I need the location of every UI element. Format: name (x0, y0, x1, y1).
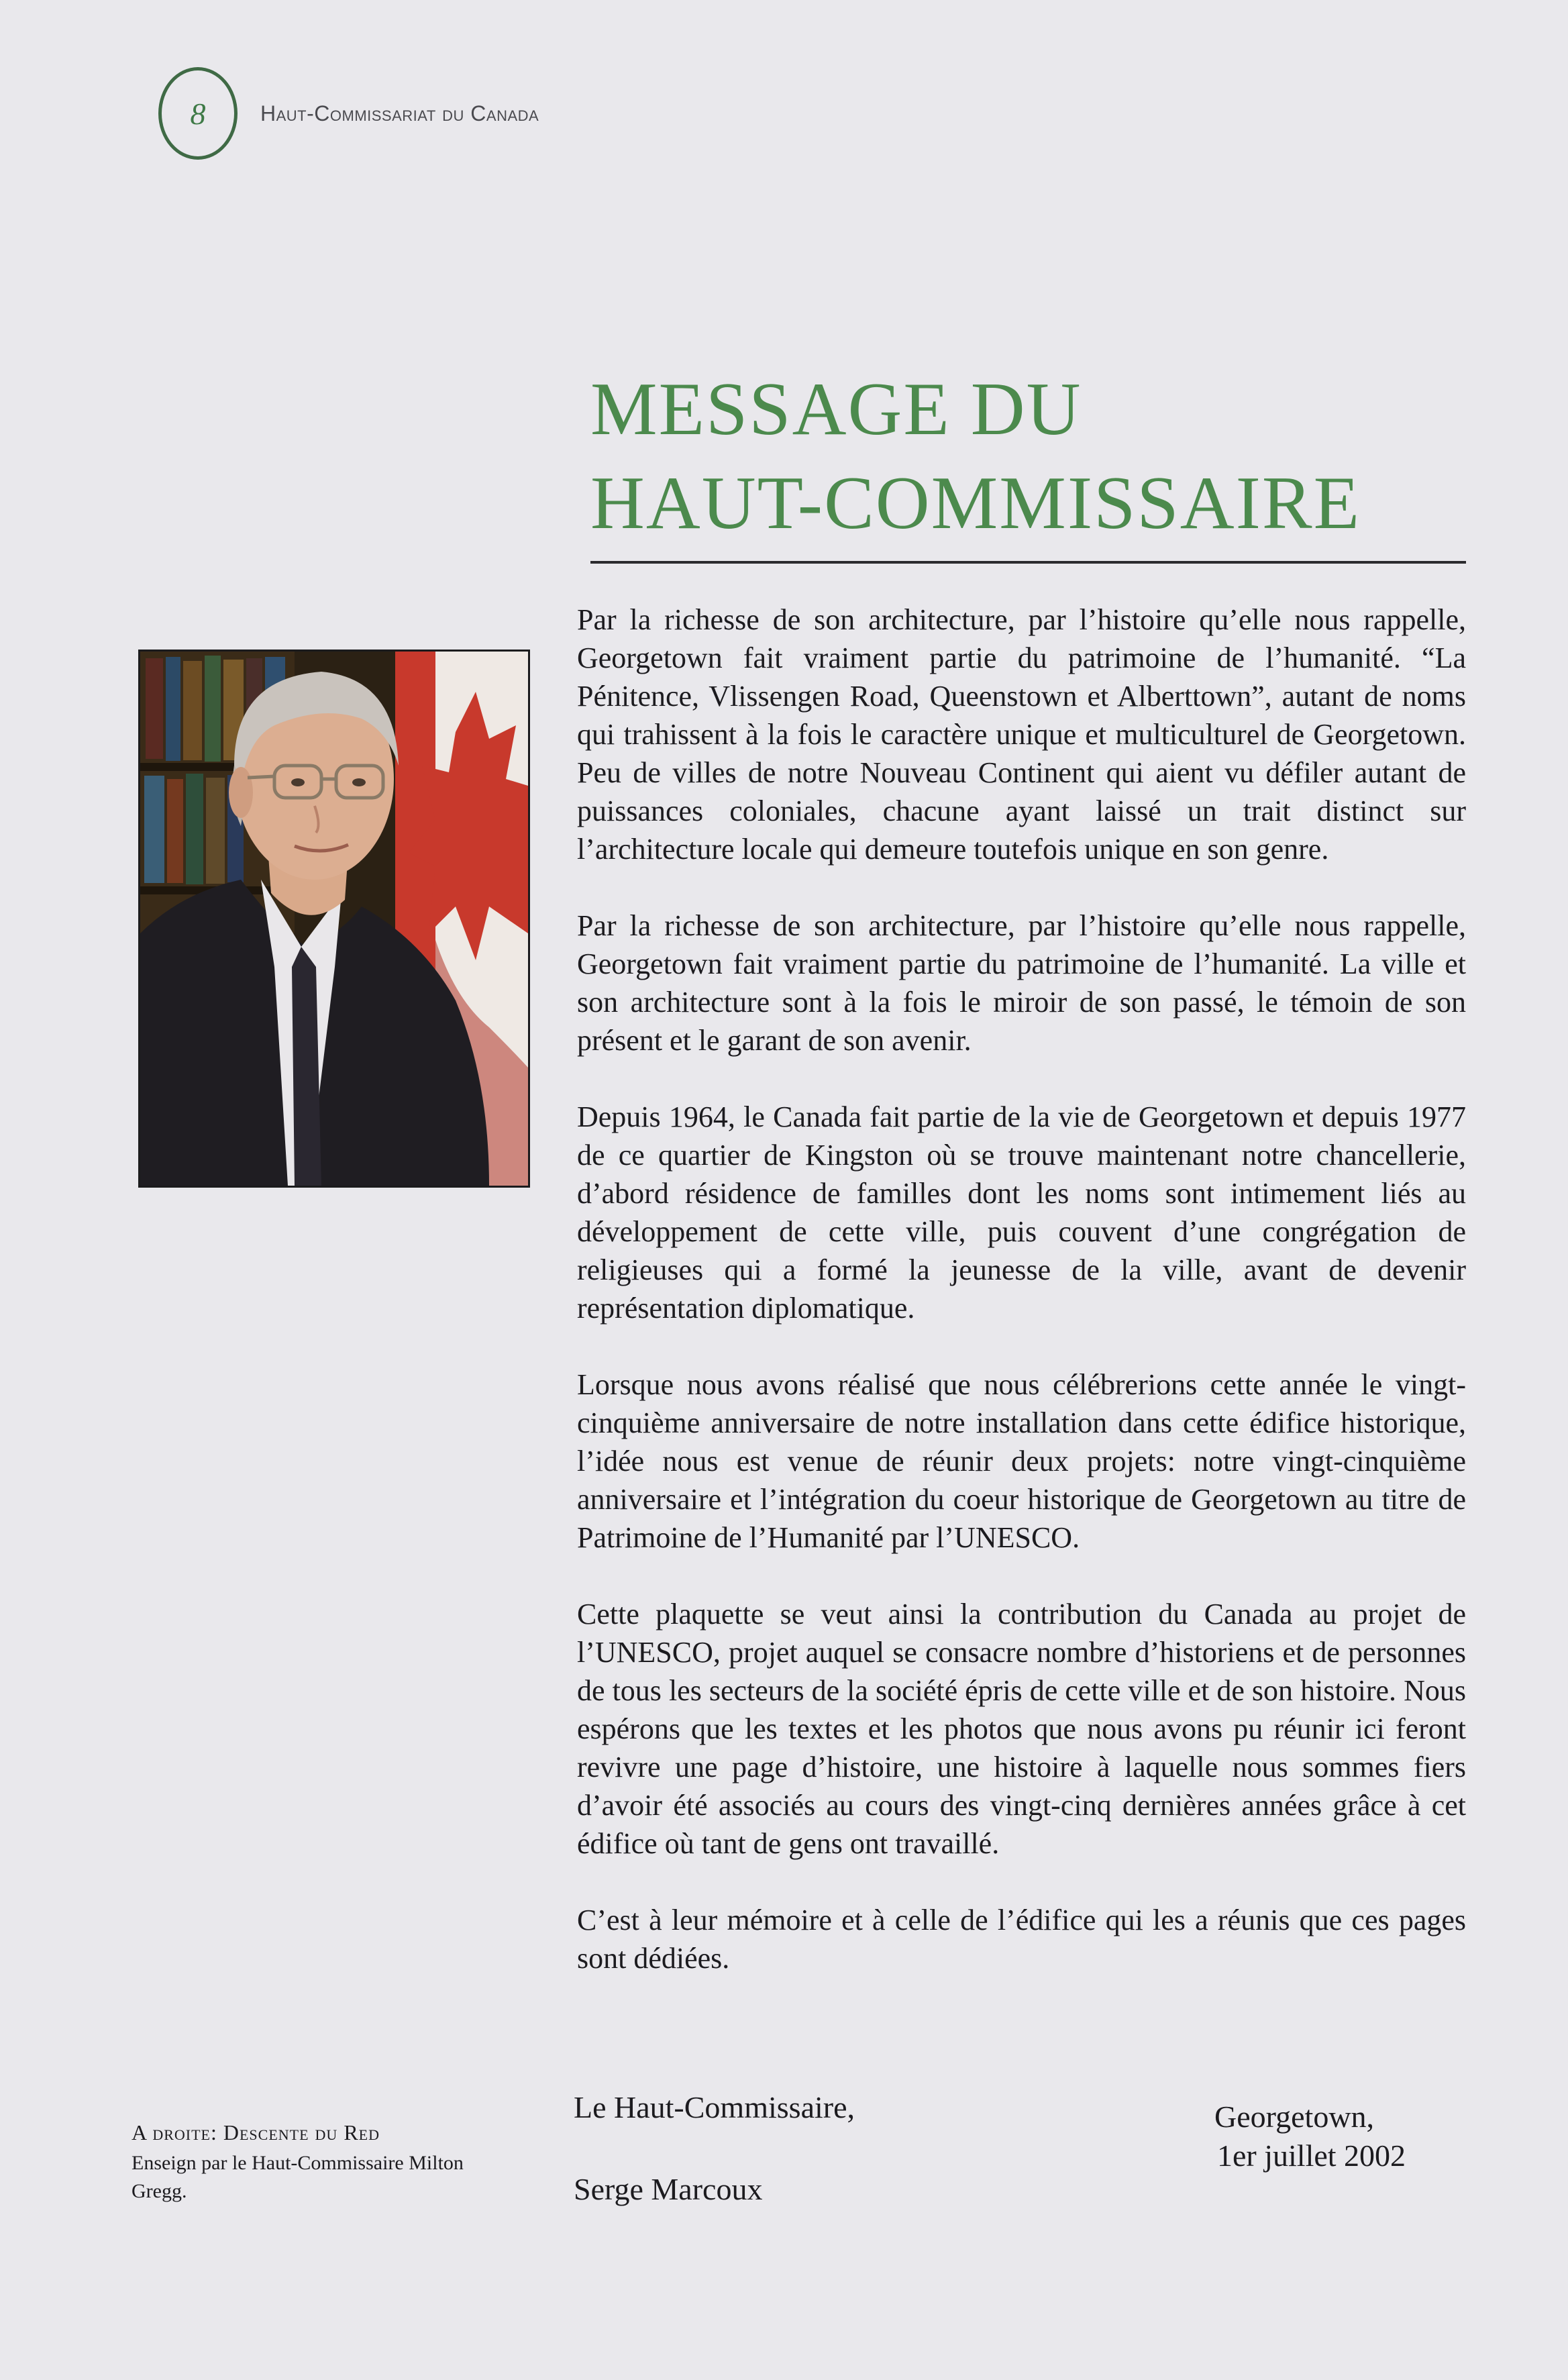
message-body (577, 601, 1466, 2016)
title-underline (590, 561, 1466, 564)
signature-block (574, 2088, 855, 2209)
title-line-2: HAUT-COMMISSAIRE (590, 462, 1361, 545)
signature-name: Serge Marcoux (574, 2172, 763, 2206)
page-title (590, 362, 1463, 550)
paragraph: Lorsque nous avons réalisé que nous célébrerions cette année le vingt-cinquième anniversaire de notre installation dans cette édifice historique, l’idée nous est venue de réunir deux projets: notre vingt-cinquième anniversaire et l’intégration du coeur historique de Georgetown au titre de Patrimoine de l’Humanité par l’UNESCO. (577, 1368, 1466, 1554)
portrait-illustration (140, 652, 528, 1186)
photo-caption (132, 2120, 521, 2206)
page-header (158, 67, 539, 160)
portrait-photo (138, 650, 530, 1188)
paragraph: Depuis 1964, le Canada fait partie de la vie de Georgetown et depuis 1977 de ce quartier de Kingston où se trouve maintenant notre chancellerie, d’abord résidence de familles dont les noms sont intimement liés au développement de cette ville, puis couvent d’une congrégation de religieuses qui a formé la jeunesse de la ville, avant de devenir représentation diplomatique. (577, 1100, 1466, 1325)
paragraph: Par la richesse de son architecture, par l’histoire qu’elle nous rappelle, Georgetown fait vraiment partie du patrimoine de l’humanité. “La Pénitence, Vlissengen Road, Queenstown et Alberttown”, autant de noms qui trahissent à la fois le caractère unique et multiculturel de Georgetown. Peu de villes de notre Nouveau Continent qui aient vu défiler autant de puissances coloniales, chacune ayant laissé un trait distinct sur l’architecture locale qui demeure toutefois unique en son genre. (577, 603, 1466, 866)
paragraph: C’est à leur mémoire et à celle de l’édifice qui les a réunis que ces pages sont dédiées. (577, 1904, 1466, 1975)
paragraph: Par la richesse de son architecture, par l’histoire qu’elle nous rappelle, Georgetown fait vraiment partie du patrimoine de l’humanité. La ville et son architecture sont à la fois le miroir de son passé, le témoin de son présent et le garant de son avenir. (577, 909, 1466, 1057)
running-head: Haut-Commissariat du Canada (260, 101, 539, 125)
caption-text: Enseign par le Haut-Commissaire Milton Gregg. (132, 2152, 464, 2202)
date: 1er juillet 2002 (1217, 2138, 1406, 2173)
page-number: 8 (158, 67, 238, 160)
caption-title: A droite: Descente du Red (132, 2120, 380, 2144)
paragraph: Cette plaquette se veut ainsi la contribution du Canada au projet de l’UNESCO, projet auquel se consacre nombre d’historiens et de personnes de tous les secteurs de la société épris de cette ville et de son histoire. Nous espérons que les textes et les photos que nous avons pu réunir ici feront revivre une page d’histoire, une histoire à laquelle nous sommes fiers d’avoir été associés au cours des vingt-cinq dernières années grâce à cet édifice où tant de gens ont travaillé. (577, 1598, 1466, 1860)
place-date (1214, 2098, 1406, 2175)
title-line-1: MESSAGE DU (590, 368, 1082, 451)
signature-role: Le Haut-Commissaire, (574, 2090, 855, 2124)
place: Georgetown, (1214, 2100, 1375, 2134)
